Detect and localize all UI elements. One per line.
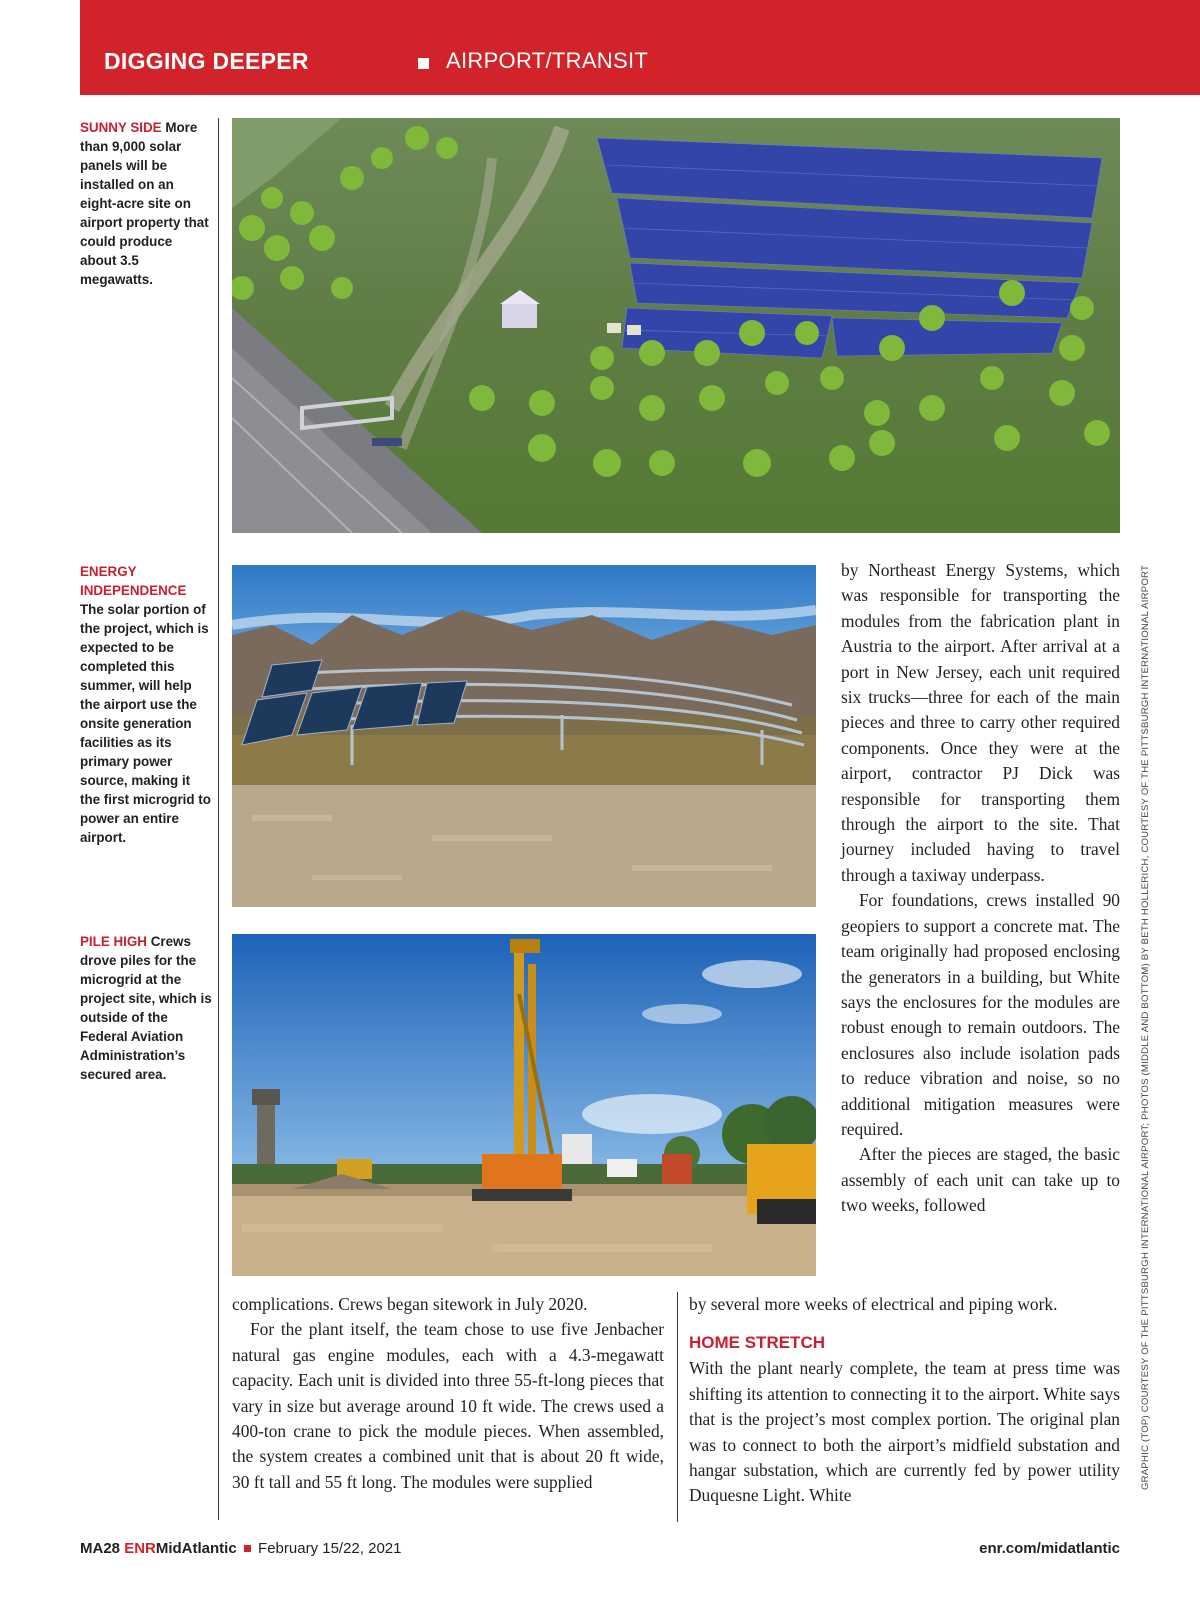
paragraph: complications. Crews began sitework in July 2020. [232, 1294, 588, 1314]
brand-region: MidAtlantic [155, 1540, 237, 1557]
paragraph: With the plant nearly complete, the team at press time was shifting its attention to connecting it to the airport. White says that is the project’s most complex portion. The original plan was to connect to both the airport’s midfield substation and hangar substation, which are currently fed by power utility Duquesne Light. White [689, 1358, 1120, 1506]
caption-energy-independence [80, 562, 212, 847]
bottom-right-text [689, 1292, 1120, 1509]
section-title: DIGGING DEEPER [104, 48, 309, 74]
bottom-left-text [232, 1292, 664, 1495]
solar-array-photo [232, 565, 816, 907]
paragraph: by Northeast Energy Systems, which was responsible for transporting the modules from the fabrication plant in Austria to the airport. After arrival at a port in New Jersey, each unit required six trucks—three for each of the main pieces and three to carry other required components. Once they were at the airport, contractor PJ Dick was responsible for transporting them through the airport to the site. That journey included having to travel through a taxiway underpass. [841, 560, 1120, 885]
footer-square-bullet [244, 1545, 251, 1552]
footer-url[interactable]: enr.com/midatlantic [979, 1540, 1120, 1557]
section-header [80, 0, 1200, 95]
photo-credit: GRAPHIC (TOP) COURTESY OF THE PITTSBURGH INTERNATIONAL AIRPORT; PHOTOS (MIDDLE AND BOTTOM) BY BETH HOLLERICH, COURTESY OF THE PITTSBURGH INTERNATIONAL AIRPORT [1140, 564, 1151, 1490]
section-subtitle: AIRPORT/TRANSIT [446, 48, 649, 73]
right-column-text [841, 558, 1120, 1219]
paragraph: For the plant itself, the team chose to use five Jenbacher natural gas engine modules, each with a 4.3-megawatt capacity. Each unit is divided into three 55-ft-long pieces that vary in size but average around 10 ft wide. The crews used a 400-ton crane to pick the module pieces. When assembled, the system creates a combined unit that is about 20 ft wide, 30 ft tall and 55 ft long. The modules were supplied [232, 1319, 664, 1492]
caption-lead: PILE HIGH [80, 934, 147, 949]
caption-text: More than 9,000 solar panels will be installed on an eight-acre site on airport property that could produce about 3.5 megawatts. [80, 120, 209, 287]
subhead-home-stretch: HOME STRETCH [689, 1333, 825, 1353]
caption-text: The solar portion of the project, which is expected to be completed this summer, will help the airport use the onsite generation facilities as its primary power source, making it the first microgrid to power an entire airport. [80, 602, 211, 845]
caption-lead: ENERGY INDEPENDENCE [80, 564, 187, 598]
footer-folio [80, 1540, 401, 1557]
caption-sunny-side [80, 118, 212, 289]
paragraph: After the pieces are staged, the basic assembly of each unit can take up to two weeks, followed [841, 1144, 1120, 1216]
pile-driving-photo [232, 934, 816, 1276]
header-square-bullet [418, 58, 429, 69]
text-column-rule [677, 1292, 678, 1522]
caption-column-rule [218, 118, 219, 1520]
paragraph: by several more weeks of electrical and piping work. [689, 1294, 1058, 1314]
paragraph: For foundations, crews installed 90 geopiers to support a concrete mat. The team originally had proposed enclosing the generators in a building, but White says the enclosures for the modules are robust enough to remain outdoors. The enclosures also include isolation pads to reduce vibration and noise, so no additional mitigation measures were required. [841, 890, 1120, 1139]
brand-enr: ENR [124, 1540, 156, 1557]
caption-pile-high [80, 932, 212, 1084]
issue-date: February 15/22, 2021 [258, 1540, 402, 1557]
caption-lead: SUNNY SIDE [80, 120, 162, 135]
caption-text: Crews drove piles for the microgrid at the project site, which is outside of the Federal Aviation Administration’s secured area. [80, 934, 212, 1082]
solar-site-rendering [232, 118, 1120, 533]
page-number: MA28 [80, 1540, 121, 1557]
